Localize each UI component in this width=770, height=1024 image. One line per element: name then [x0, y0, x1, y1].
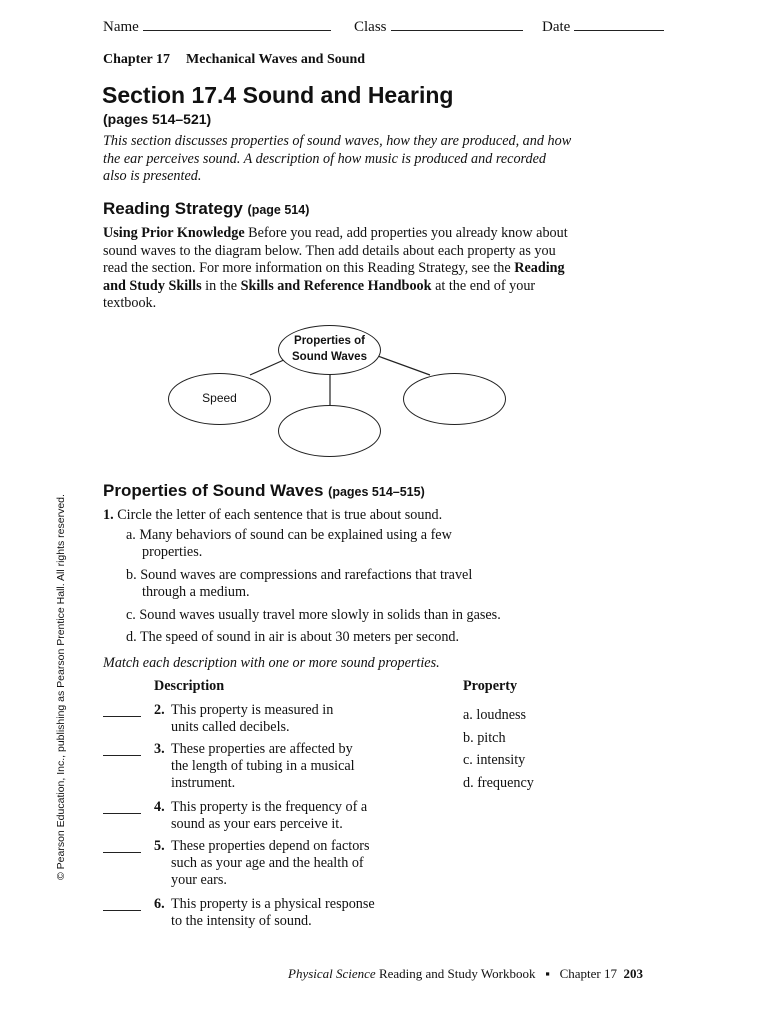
option-b[interactable]: b. Sound waves are compressions and rarefactions that travel through a medium. — [126, 567, 473, 600]
name-blank[interactable] — [143, 18, 331, 31]
match-instruction: Match each description with one or more sound properties. — [103, 655, 440, 671]
date-field-label: Date — [542, 18, 664, 36]
section-pages: (pages 514–521) — [103, 111, 212, 127]
answer-blank-2[interactable] — [103, 716, 141, 717]
class-blank[interactable] — [391, 18, 523, 31]
concept-map-bottom-blank[interactable] — [278, 405, 381, 457]
chapter-title: Mechanical Waves and Sound — [186, 52, 366, 67]
answer-blank-4[interactable] — [103, 813, 141, 814]
section-title: Section 17.4 Sound and Hearing — [102, 82, 454, 108]
name-field-label: Name — [103, 18, 331, 36]
option-a[interactable]: a. Many behaviors of sound can be explained using a few properties. — [126, 527, 452, 560]
property-column-header: Property — [463, 678, 518, 694]
answer-blank-5[interactable] — [103, 852, 141, 853]
concept-map-center-label: Properties of Sound Waves — [292, 335, 367, 363]
copyright-notice: © Pearson Education, Inc., publishing as Pearson Prentice Hall. All rights reserved. — [55, 494, 67, 880]
property-list — [463, 704, 534, 794]
chapter-number: Chapter 17 — [103, 52, 171, 67]
concept-map-right-blank[interactable] — [403, 373, 506, 425]
property-loudness: a. loudness — [463, 707, 527, 723]
class-field-label: Class — [354, 18, 523, 36]
property-pitch: b. pitch — [463, 729, 506, 746]
answer-blank-3[interactable] — [103, 755, 141, 756]
property-frequency: d. frequency — [463, 774, 534, 791]
reading-strategy-text: Using Prior Knowledge Before you read, add properties you already know about sound waves to the diagram below. Then add details about each property as you read the section. For more information on this Reading Strategy, see the Reading and Study Skills in the Skills and Reference Handbook at the end of your textbook. — [103, 225, 568, 311]
reading-strategy-heading: Reading Strategy (page 514) — [103, 199, 310, 218]
properties-heading: Properties of Sound Waves (pages 514–515) — [103, 481, 425, 500]
concept-map-speed-label: Speed — [202, 391, 237, 405]
property-intensity: c. intensity — [463, 752, 526, 768]
section-intro: This section discusses properties of sound waves, how they are produced, and how the ear perceives sound. A description of how music is produced and recorded also is presented. — [103, 133, 572, 184]
page-footer: Physical Science Reading and Study Workbook ▪ Chapter 17 203 — [288, 966, 643, 981]
date-blank[interactable] — [574, 18, 664, 31]
question-1: 1. Circle the letter of each sentence that is true about sound. — [103, 507, 443, 523]
page-number: 203 — [623, 966, 643, 981]
option-c[interactable]: c. Sound waves usually travel more slowly in solids than in gases. — [126, 607, 501, 623]
option-d[interactable]: d. The speed of sound in air is about 30 meters per second. — [126, 629, 460, 645]
chapter-heading — [103, 52, 365, 68]
answer-blank-6[interactable] — [103, 910, 141, 911]
description-column-header: Description — [154, 678, 225, 694]
